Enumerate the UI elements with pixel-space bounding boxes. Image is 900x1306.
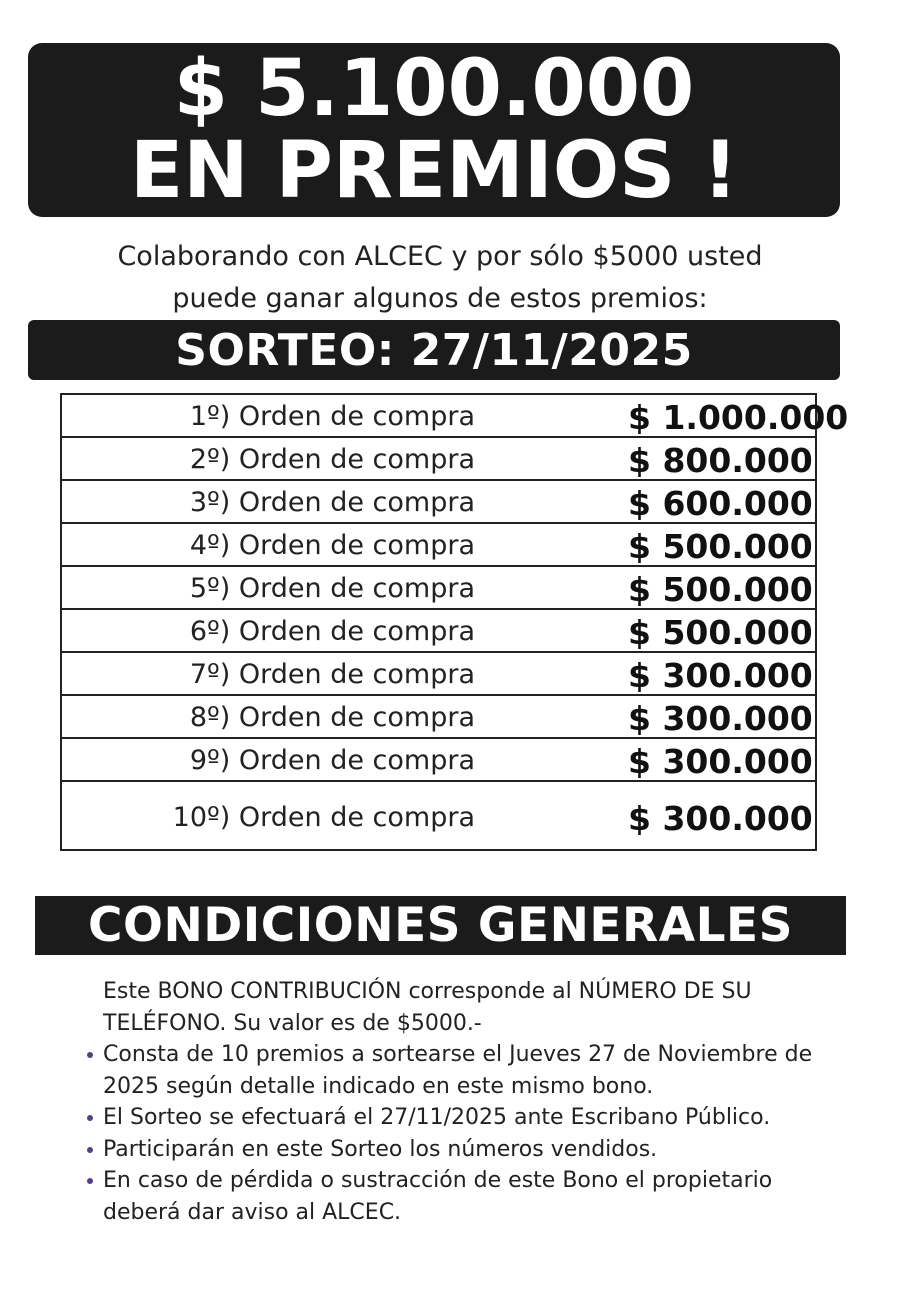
prize-description: Orden de compra — [238, 530, 475, 561]
prize-row — [62, 782, 815, 849]
prize-position: 1º) — [189, 401, 231, 432]
intro-line-1: Colaborando con ALCEC y por sólo $5000 usted — [117, 241, 763, 272]
condition-text: Participarán en este Sorteo los números vendidos. — [103, 1136, 658, 1162]
prize-position: 7º) — [189, 659, 231, 690]
prize-label — [173, 800, 475, 836]
prize-description: Orden de compra — [238, 659, 475, 690]
condition-text: El Sorteo se efectuará el 27/11/2025 ante Escribano Público. — [103, 1105, 771, 1130]
prize-description: Orden de compra — [238, 802, 475, 833]
prize-label — [190, 442, 475, 478]
prize-description: Orden de compra — [238, 702, 475, 733]
prize-description: Orden de compra — [238, 487, 475, 518]
prize-row — [62, 653, 815, 696]
prize-label — [190, 743, 475, 779]
prize-description: Orden de compra — [238, 616, 475, 647]
prize-label — [190, 399, 475, 435]
prize-row — [62, 567, 815, 610]
prize-amount: $ 800.000 — [628, 441, 813, 480]
prize-row — [62, 739, 815, 782]
prize-description: Orden de compra — [238, 745, 475, 776]
prize-label — [190, 485, 475, 521]
prize-row — [62, 481, 815, 524]
prize-amount: $ 500.000 — [628, 570, 813, 609]
prize-amount: $ 300.000 — [628, 742, 813, 781]
prize-position: 9º) — [189, 745, 231, 776]
conditions-title-bar — [35, 896, 846, 955]
prize-label — [190, 571, 475, 607]
prize-row — [62, 696, 815, 739]
prize-row — [62, 524, 815, 567]
bullet-icon — [87, 1178, 93, 1184]
sorteo-date-bar — [28, 320, 840, 380]
prize-position: 4º) — [189, 530, 231, 561]
prize-amount: $ 500.000 — [628, 527, 813, 566]
prize-amount: $ 500.000 — [628, 613, 813, 652]
condition-item — [85, 1102, 825, 1134]
prize-position: 5º) — [189, 573, 231, 604]
prize-row — [62, 438, 815, 481]
prize-label — [190, 528, 475, 564]
intro-line-2: puede ganar algunos de estos premios: — [172, 283, 708, 314]
conditions-title: CONDICIONES GENERALES — [88, 898, 793, 953]
condition-item — [85, 1039, 825, 1102]
prize-description: Orden de compra — [238, 573, 475, 604]
intro-text — [0, 236, 880, 320]
prize-amount: $ 300.000 — [628, 699, 813, 738]
prize-amount: $ 600.000 — [628, 484, 813, 523]
prize-label — [190, 614, 475, 650]
prize-position: 3º) — [189, 487, 231, 518]
condition-text: En caso de pérdida o sustracción de este Bono el propietario deberá dar aviso al ALCEC. — [103, 1168, 773, 1225]
conditions-intro: Este BONO CONTRIBUCIÓN corresponde al NÚMERO DE SU TELÉFONO. Su valor es de $5000.- — [103, 979, 752, 1036]
prize-description: Orden de compra — [238, 444, 475, 475]
bullet-icon — [87, 1115, 93, 1121]
prize-amount: $ 300.000 — [628, 656, 813, 695]
bullet-icon — [87, 1052, 93, 1058]
prize-position: 2º) — [189, 444, 231, 475]
prize-label — [190, 700, 475, 736]
prize-table — [60, 393, 849, 851]
prize-position: 6º) — [189, 616, 231, 647]
prize-row — [62, 610, 815, 653]
sorteo-date: SORTEO: 27/11/2025 — [175, 324, 693, 376]
prize-label — [190, 657, 475, 693]
bullet-icon — [87, 1147, 93, 1153]
condition-item — [85, 1134, 825, 1166]
headline-banner — [28, 43, 840, 217]
prize-description: Orden de compra — [238, 401, 475, 432]
prize-position: 10º) — [172, 802, 231, 833]
condition-text: Consta de 10 premios a sortearse el Jueves 27 de Noviembre de 2025 según detalle indicado en este mismo bono. — [103, 1042, 813, 1099]
headline-amount: $ 5.100.000 — [173, 44, 695, 134]
prize-amount: $ 1.000.000 — [628, 398, 849, 437]
conditions-section — [85, 976, 825, 1228]
condition-item — [85, 1165, 825, 1228]
prize-row — [62, 395, 849, 438]
headline-subtitle: EN PREMIOS ! — [129, 126, 739, 216]
prize-position: 8º) — [189, 702, 231, 733]
prize-amount: $ 300.000 — [628, 799, 813, 838]
